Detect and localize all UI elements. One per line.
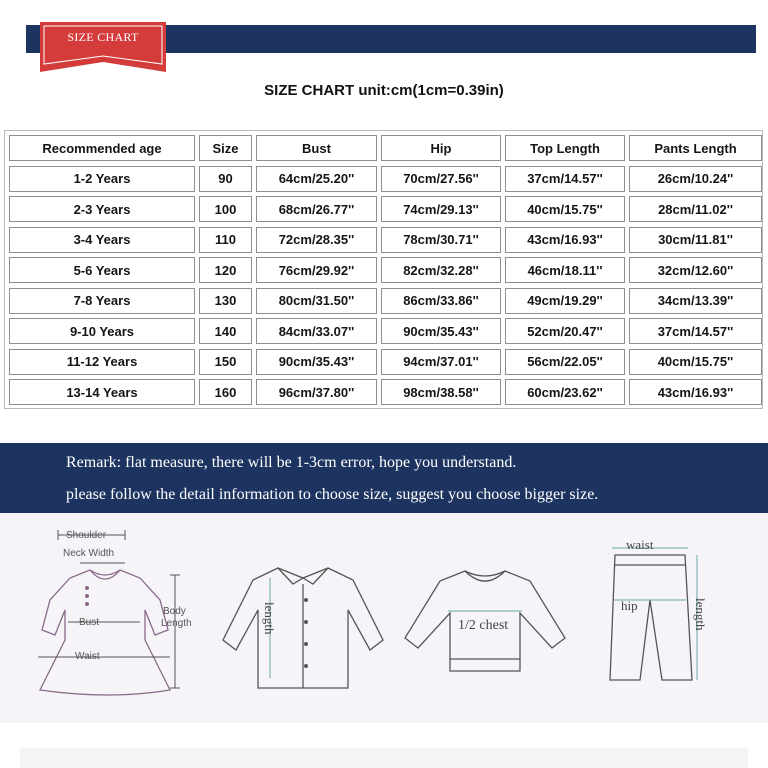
pants-hip-label: hip	[621, 598, 638, 613]
table-cell: 46cm/18.11''	[505, 257, 625, 283]
table-cell: 90	[199, 166, 252, 192]
chart-heading: SIZE CHART unit:cm(1cm=0.39in)	[264, 82, 504, 99]
table-cell: 72cm/28.35''	[256, 227, 377, 253]
table-cell: 86cm/33.86''	[381, 288, 501, 314]
size-chart-ribbon-label: SIZE CHART	[67, 30, 139, 44]
dress-shoulder-label: Shoulder	[66, 530, 107, 541]
size-table	[4, 130, 763, 409]
table-cell: 70cm/27.56''	[381, 166, 501, 192]
pants-waist-label: waist	[626, 537, 654, 552]
table-cell: 3-4 Years	[9, 227, 195, 253]
table-cell: 160	[199, 379, 252, 405]
table-cell: 130	[199, 288, 252, 314]
table-cell: 40cm/15.75''	[505, 196, 625, 222]
table-header-cell: Top Length	[505, 135, 625, 161]
table-cell: 28cm/11.02''	[629, 196, 762, 222]
dress-body-label: Body	[163, 606, 186, 617]
dress-length-label: Length	[161, 618, 192, 629]
table-cell: 110	[199, 227, 252, 253]
table-cell: 5-6 Years	[9, 257, 195, 283]
bottom-line	[20, 748, 748, 768]
table-cell: 98cm/38.58''	[381, 379, 501, 405]
table-cell: 37cm/14.57''	[505, 166, 625, 192]
table-cell: 49cm/19.29''	[505, 288, 625, 314]
table-cell: 40cm/15.75''	[629, 349, 762, 375]
table-cell: 26cm/10.24''	[629, 166, 762, 192]
table-cell: 74cm/29.13''	[381, 196, 501, 222]
table-cell: 56cm/22.05''	[505, 349, 625, 375]
table-cell: 90cm/35.43''	[381, 318, 501, 344]
table-cell: 64cm/25.20''	[256, 166, 377, 192]
pants-length-label: length	[693, 598, 708, 631]
table-cell: 76cm/29.92''	[256, 257, 377, 283]
table-header-cell: Hip	[381, 135, 501, 161]
dress-neck-width-label: Neck Width	[63, 548, 115, 559]
table-cell: 2-3 Years	[9, 196, 195, 222]
shirt-length-label: length	[262, 602, 277, 635]
table-cell: 30cm/11.81''	[629, 227, 762, 253]
table-cell: 84cm/33.07''	[256, 318, 377, 344]
table-cell: 32cm/12.60''	[629, 257, 762, 283]
table-cell: 9-10 Years	[9, 318, 195, 344]
table-cell: 100	[199, 196, 252, 222]
table-cell: 34cm/13.39''	[629, 288, 762, 314]
table-cell: 82cm/32.28''	[381, 257, 501, 283]
table-cell: 80cm/31.50''	[256, 288, 377, 314]
dress-bust-label: Bust	[79, 617, 100, 628]
remark-line-1: Remark: flat measure, there will be 1-3cm error, hope you understand.	[66, 454, 517, 471]
table-header-cell: Recommended age	[9, 135, 195, 161]
table-header-cell: Pants Length	[629, 135, 762, 161]
shirt-diagram	[218, 560, 388, 700]
table-cell: 13-14 Years	[9, 379, 195, 405]
table-header-cell: Bust	[256, 135, 377, 161]
remark-line-2: please follow the detail information to choose size, suggest you choose bigger size.	[66, 486, 599, 503]
table-cell: 1-2 Years	[9, 166, 195, 192]
table-cell: 96cm/37.80''	[256, 379, 377, 405]
table-cell: 60cm/23.62''	[505, 379, 625, 405]
table-cell: 90cm/35.43''	[256, 349, 377, 375]
table-cell: 7-8 Years	[9, 288, 195, 314]
table-cell: 43cm/16.93''	[629, 379, 762, 405]
table-cell: 37cm/14.57''	[629, 318, 762, 344]
table-cell: 140	[199, 318, 252, 344]
table-cell: 78cm/30.71''	[381, 227, 501, 253]
table-cell: 68cm/26.77''	[256, 196, 377, 222]
table-cell: 52cm/20.47''	[505, 318, 625, 344]
table-cell: 120	[199, 257, 252, 283]
sweater-chest-label: 1/2 chest	[458, 618, 509, 633]
table-cell: 94cm/37.01''	[381, 349, 501, 375]
table-cell: 11-12 Years	[9, 349, 195, 375]
table-cell: 150	[199, 349, 252, 375]
table-header-cell: Size	[199, 135, 252, 161]
table-cell: 43cm/16.93''	[505, 227, 625, 253]
dress-waist-label: Waist	[75, 651, 100, 662]
